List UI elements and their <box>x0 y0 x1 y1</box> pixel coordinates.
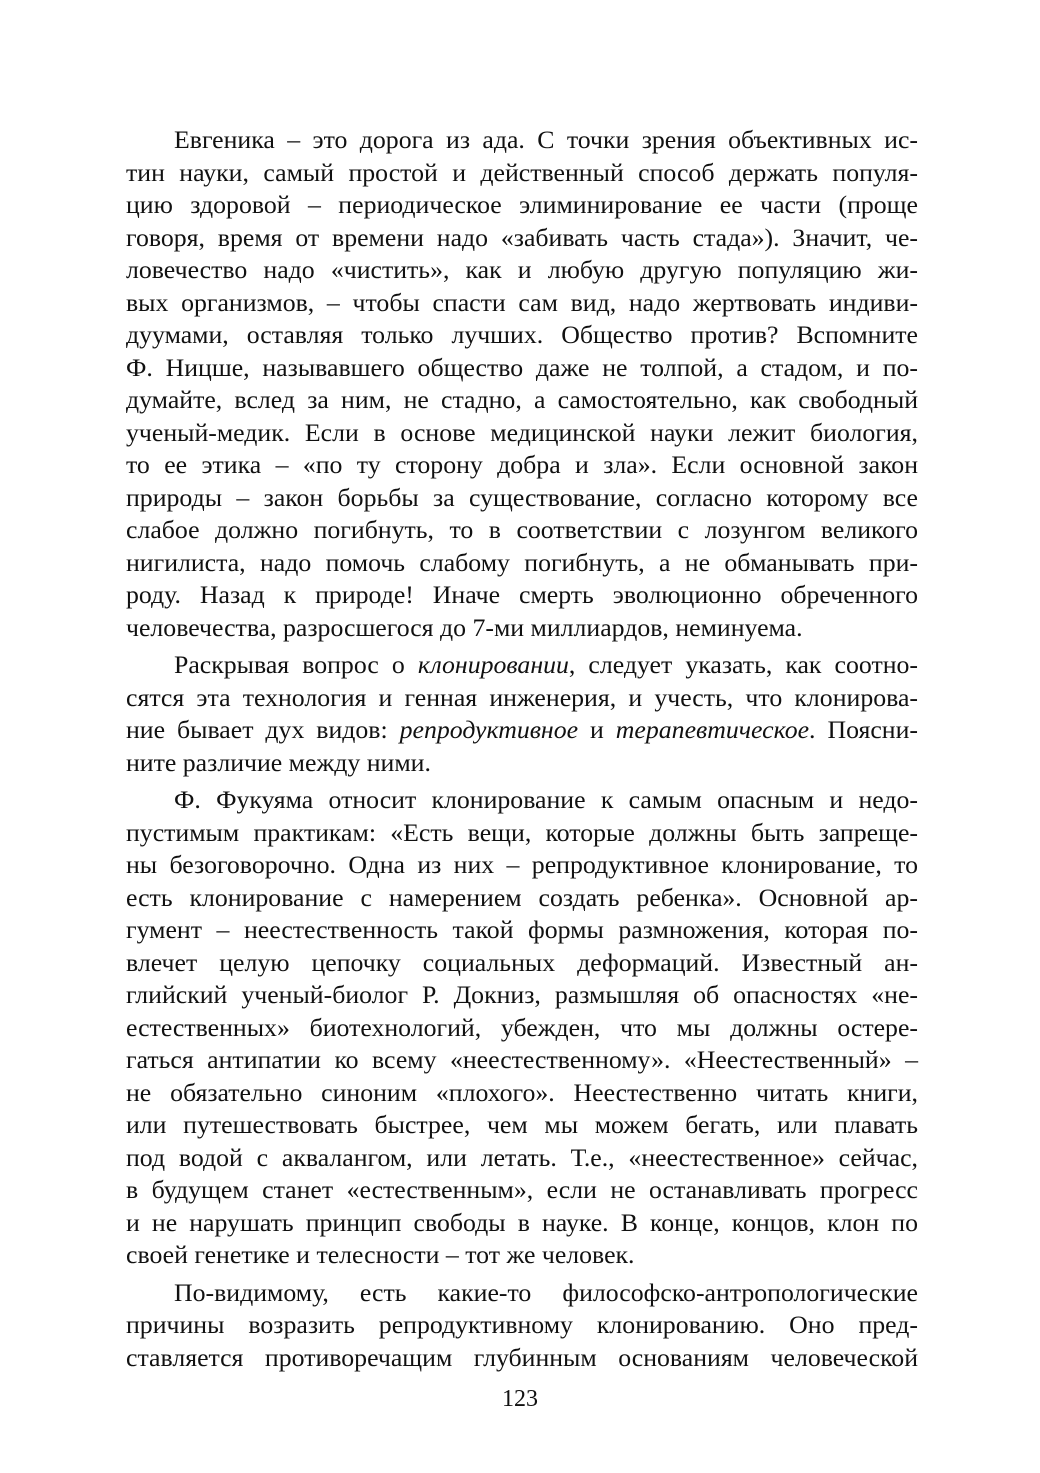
paragraph <box>126 649 918 779</box>
body-text <box>126 124 918 1374</box>
text-run: ловечество надо «чистить», как и любую другую популяцию жи- <box>126 255 918 284</box>
text-run: , следует указать, как соотно- <box>568 650 919 679</box>
text-line <box>126 1174 918 1207</box>
text-line <box>126 1077 918 1110</box>
text-line <box>126 514 918 547</box>
text-line <box>126 1239 918 1272</box>
text-run: влечет целую цепочку социальных деформаций. Известный ан- <box>126 947 918 977</box>
text-line <box>126 254 918 287</box>
text-line <box>126 1207 918 1240</box>
text-run: ставляется противоречащим глубинным основаниям человеческой <box>126 1342 918 1372</box>
text-run: есть клонирование с намерением создать ребенка». Основной ар- <box>126 882 918 912</box>
text-line <box>126 747 918 780</box>
text-run: слабое должно погибнуть, то в соответствии с лозунгом великого <box>126 515 918 544</box>
text-run: цию здоровой – периодическое элиминирование ее части (проще <box>126 190 918 219</box>
text-run: нигилиста, надо помочь слабому погибнуть, а не обманывать при- <box>126 547 918 577</box>
text-run: дуумами, оставляя только лучших. Общество против? Вспомните <box>126 320 918 349</box>
text-line <box>126 1342 918 1375</box>
text-line <box>126 914 918 947</box>
text-line <box>126 784 918 817</box>
text-line <box>126 849 918 882</box>
text-run: то ее этика – «по ту сторону добра и зла». Если основной закон <box>126 450 918 479</box>
text-line <box>126 817 918 850</box>
text-line <box>126 579 918 612</box>
text-line <box>126 352 918 385</box>
text-line <box>126 1277 918 1310</box>
text-run: По-видимому, есть какие-то философско-антропологические <box>174 1277 918 1307</box>
text-run: роду. Назад к природе! Иначе смерть эволюционно обреченного <box>126 580 918 609</box>
text-run: естественных» биотехнологий, убежден, что мы должны остере- <box>126 1012 918 1042</box>
text-line <box>126 1044 918 1077</box>
text-run: человечества, разросшегося до 7-ми миллиардов, неминуема. <box>126 612 803 642</box>
text-run: Евгеника – это дорога из ада. С точки зрения объективных ис- <box>174 125 918 154</box>
text-run: Раскрывая вопрос о <box>174 650 418 679</box>
text-run: в будущем станет «естественным», если не останавливать прогресс <box>126 1175 918 1204</box>
text-run: ны безоговорочно. Одна из них – репродуктивное клонирование, то <box>126 850 918 879</box>
text-run: и не нарушать принцип свободы в науке. В конце, концов, клон по <box>126 1207 918 1237</box>
text-line <box>126 947 918 980</box>
text-line <box>126 417 918 450</box>
text-run: пустимым практикам: «Есть вещи, которые должны быть запреще- <box>126 817 918 847</box>
text-line <box>126 682 918 715</box>
text-line <box>126 124 918 157</box>
text-run: гаться антипатии ко всему «неестественному». «Неестественный» – <box>126 1045 918 1074</box>
text-run: вых организмов, – чтобы спасти сам вид, надо жертвовать индиви- <box>126 287 918 317</box>
text-line <box>126 612 918 645</box>
text-line <box>126 547 918 580</box>
text-line <box>126 482 918 515</box>
text-line <box>126 1142 918 1175</box>
text-run: глийский ученый-биолог Р. Докниз, размышляя об опасностях «не- <box>126 980 918 1009</box>
text-run: своей генетике и телесности – тот же человек. <box>126 1240 635 1269</box>
text-run: гумент – неестественность такой формы размножения, которая по- <box>126 915 918 944</box>
text-run: или путешествовать быстрее, чем мы можем бегать, или плавать <box>126 1110 918 1139</box>
text-run: ученый-медик. Если в основе медицинской науки лежит биология, <box>126 417 918 447</box>
text-line <box>126 287 918 320</box>
text-run: сятся эта технология и генная инженерия, и учесть, что клонирова- <box>126 682 918 712</box>
italic-term: репродуктивное <box>399 715 579 744</box>
text-run: причины возразить репродуктивному клонированию. Оно пред- <box>126 1310 918 1339</box>
paragraph <box>126 1277 918 1375</box>
text-line <box>126 189 918 222</box>
text-run: . Поясни- <box>809 715 918 744</box>
text-run: ните различие между ними. <box>126 747 431 777</box>
text-line <box>126 1012 918 1045</box>
text-line <box>126 979 918 1012</box>
text-line <box>126 222 918 255</box>
text-run: природы – закон борьбы за существование, согласно которому все <box>126 482 918 512</box>
text-run: не обязательно синоним «плохого». Неестественно читать книги, <box>126 1077 918 1107</box>
text-run: и <box>578 715 616 744</box>
text-line <box>126 714 918 747</box>
text-line <box>126 882 918 915</box>
text-run: Ф. Фукуяма относит клонирование к самым опасным и недо- <box>174 785 918 814</box>
italic-term: клонировании <box>417 650 569 679</box>
text-run: тин науки, самый простой и действенный способ держать популя- <box>126 157 918 187</box>
text-line <box>126 649 918 682</box>
text-line <box>126 384 918 417</box>
text-line <box>126 449 918 482</box>
italic-term: терапевтическое <box>615 715 810 744</box>
page-number: 123 <box>502 1386 538 1412</box>
text-line <box>126 1109 918 1142</box>
paragraph <box>126 124 918 644</box>
text-run: думайте, вслед за ним, не стадно, а самостоятельно, как свободный <box>126 385 918 414</box>
text-line <box>126 319 918 352</box>
text-line <box>126 157 918 190</box>
text-run: ние бывает дух видов: <box>126 715 400 744</box>
text-run: под водой с аквалангом, или летать. Т.е., «неестественное» сейчас, <box>126 1142 918 1172</box>
text-line <box>126 1309 918 1342</box>
paragraph <box>126 784 918 1272</box>
text-run: говоря, время от времени надо «забивать часть стада»). Значит, че- <box>126 222 918 252</box>
text-run: Ф. Ницше, называвшего общество даже не толпой, а стадом, и по- <box>126 352 918 382</box>
